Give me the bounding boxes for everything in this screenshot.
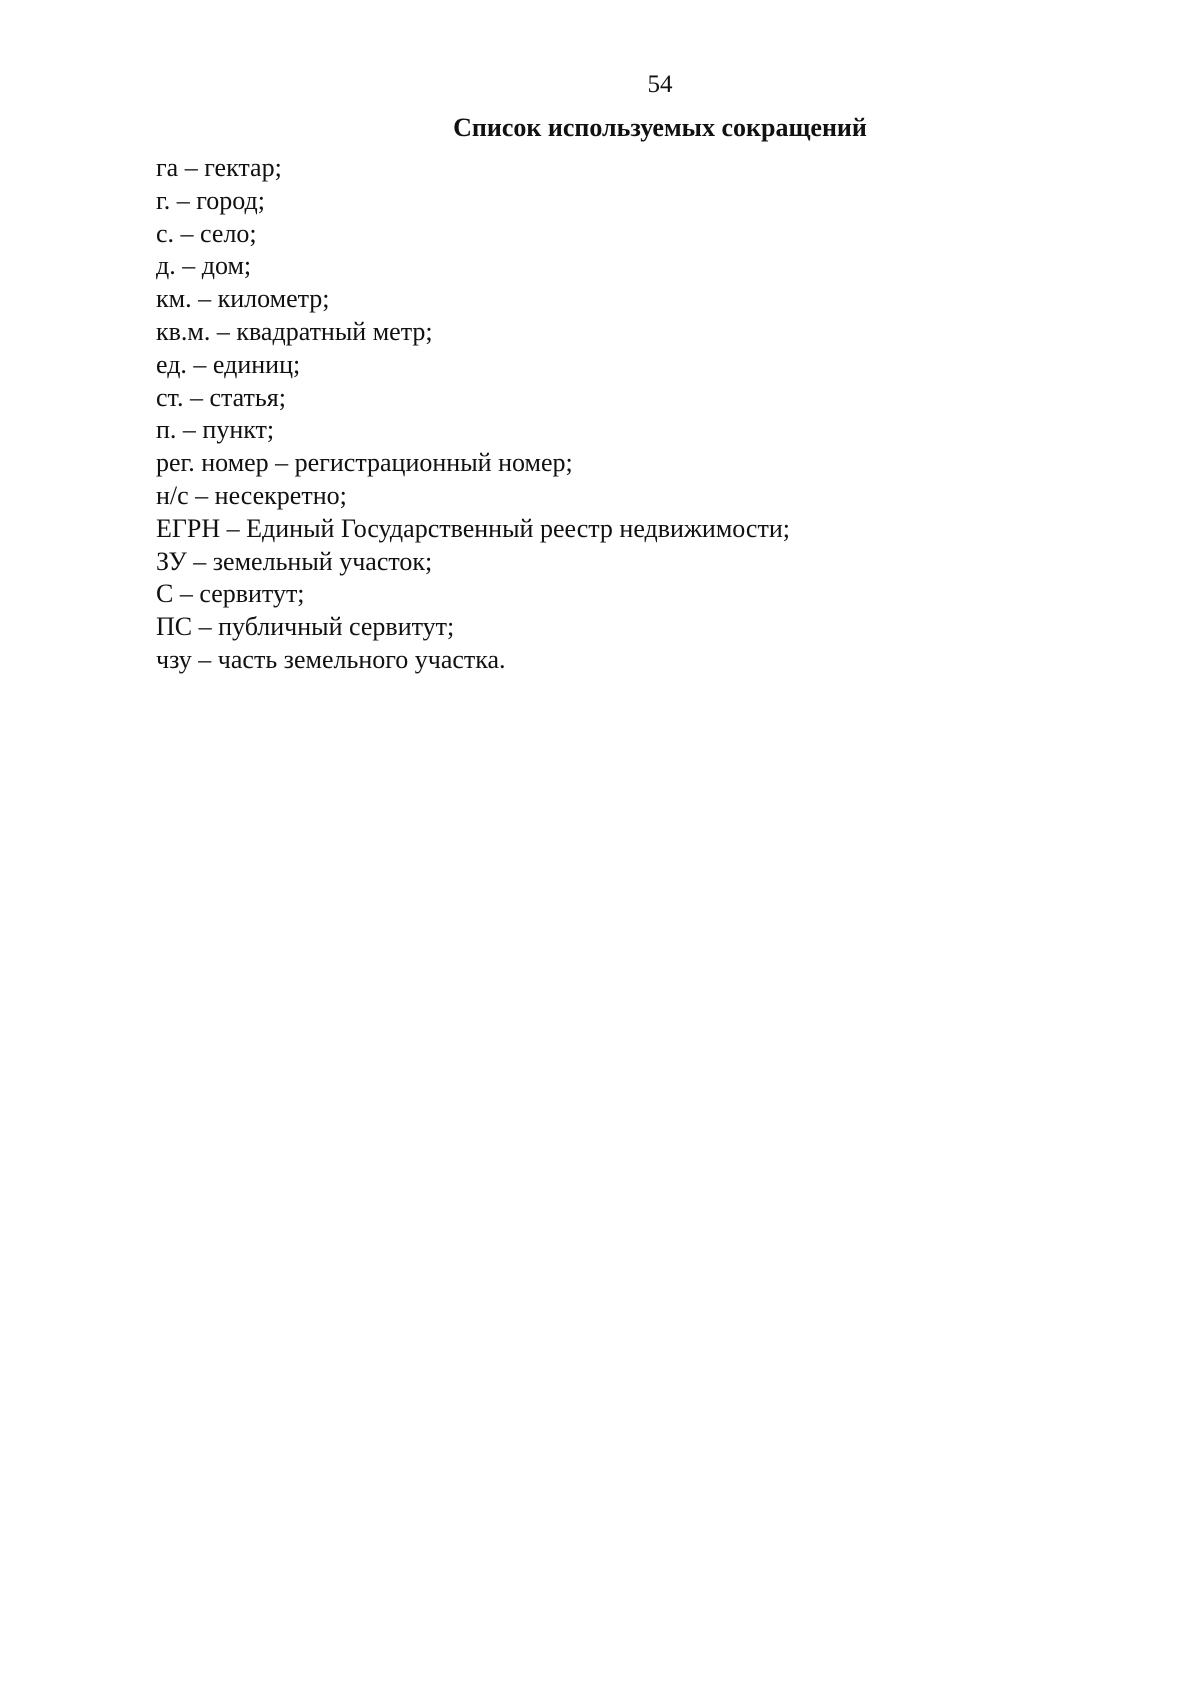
list-item: кв.м. – квадратный метр; bbox=[156, 316, 433, 346]
page-number: 54 bbox=[647, 71, 673, 98]
list-item: ЕГРН – Единый Государственный реестр недвижимости; bbox=[156, 513, 790, 543]
page-title: Список используемых сокращений bbox=[453, 113, 867, 142]
abbreviation-list bbox=[156, 152, 790, 677]
list-item: ед. – единиц; bbox=[156, 349, 301, 379]
list-item: н/с – несекретно; bbox=[156, 480, 347, 510]
list-item: д. – дом; bbox=[156, 251, 252, 281]
list-item: ст. – статья; bbox=[156, 382, 286, 412]
list-item: ЗУ – земельный участок; bbox=[156, 546, 433, 576]
list-item: С – сервитут; bbox=[156, 579, 305, 609]
list-item: чзу – часть земельного участка. bbox=[156, 644, 506, 674]
list-item: ПС – публичный сервитут; bbox=[156, 612, 455, 642]
list-item: рег. номер – регистрационный номер; bbox=[156, 448, 573, 478]
list-item: г. – город; bbox=[156, 185, 265, 215]
list-item: км. – километр; bbox=[156, 284, 330, 314]
list-item: п. – пункт; bbox=[156, 415, 275, 445]
list-item: с. – село; bbox=[156, 218, 257, 248]
list-item: га – гектар; bbox=[156, 153, 282, 182]
